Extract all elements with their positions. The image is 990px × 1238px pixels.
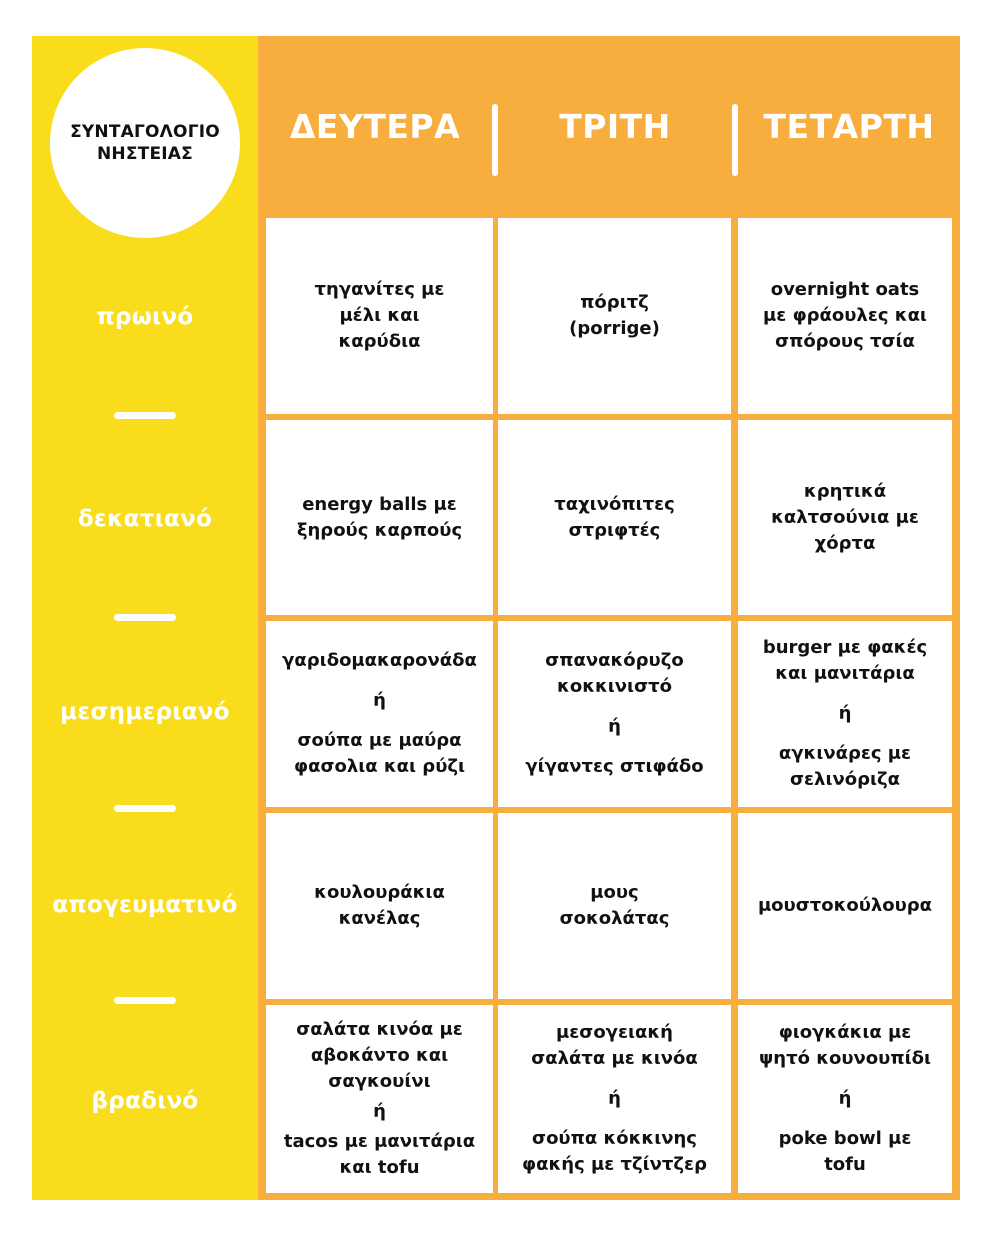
divider-dash [114,805,176,812]
or-label: ή [608,716,621,737]
meal-sidebar [32,36,258,1200]
meal-plan-table [32,36,960,1200]
or-label: ή [373,690,386,711]
cell-lunch-tuesday: σπανακόρυζο κοκκινιστό ή γίγαντες στιφάδο [498,621,731,807]
cell-afternoon-monday: κουλουράκια κανέλας [266,813,493,999]
cell-snack-wednesday: κρητικά καλτσούνια με χόρτα [738,420,952,615]
day-header-monday: ΔΕΥΤΕΡΑ [289,106,461,146]
cell-dinner-tuesday: μεσογειακή σαλάτα με κινόα ή σούπα κόκκινης φακής με τζίντζερ [498,1005,731,1193]
or-label: ή [373,1101,386,1122]
cell-lunch-monday: γαριδομακαρονάδα ή σούπα με μαύρα φασολια και ρύζι [266,621,493,807]
meal-label-snack: δεκατιανό [77,506,213,532]
cell-snack-monday: energy balls με ξηρούς καρπούς [266,420,493,615]
page-title: ΣΥΝΤΑΓΟΛΟΓΙΟ ΝΗΣΤΕΙΑΣ [70,122,220,164]
cell-breakfast-wednesday: overnight oats με φράουλες και σπόρους τσία [738,218,952,414]
cell-dinner-monday: σαλάτα κινόα με αβοκάντο και σαγκουίνι ή tacos με μανιτάρια και tofu [266,1005,493,1193]
cell-dinner-wednesday: φιογκάκια με ψητό κουνουπίδι ή poke bowl με tofu [738,1005,952,1193]
meal-label-dinner: βραδινό [91,1088,199,1114]
title-badge [50,48,240,238]
cell-afternoon-wednesday: μουστοκούλουρα [738,813,952,999]
or-label: ή [608,1088,621,1109]
or-label: ή [838,703,852,724]
cell-breakfast-tuesday: πόριτζ (porrige) [498,218,731,414]
cell-snack-tuesday: ταχινόπιτες στριφτές [498,420,731,615]
meal-label-lunch: μεσημεριανό [60,699,230,725]
cell-breakfast-monday: τηγανίτες με μέλι και καρύδια [266,218,493,414]
cell-afternoon-tuesday: μους σοκολάτας [498,813,731,999]
menu-grid [258,36,960,1200]
meal-label-breakfast: πρωινό [96,304,194,330]
divider-dash [114,997,176,1004]
or-label: ή [838,1088,852,1109]
divider-dash [114,412,176,419]
cell-lunch-wednesday: burger με φακές και μανιτάρια ή αγκινάρες με σελινόριζα [738,621,952,807]
divider-dash [114,614,176,621]
day-header-tuesday: ΤΡΙΤΗ [559,106,671,146]
day-header-wednesday: ΤΕΤΑΡΤΗ [763,106,935,146]
meal-label-afternoon: απογευματινό [52,892,238,918]
